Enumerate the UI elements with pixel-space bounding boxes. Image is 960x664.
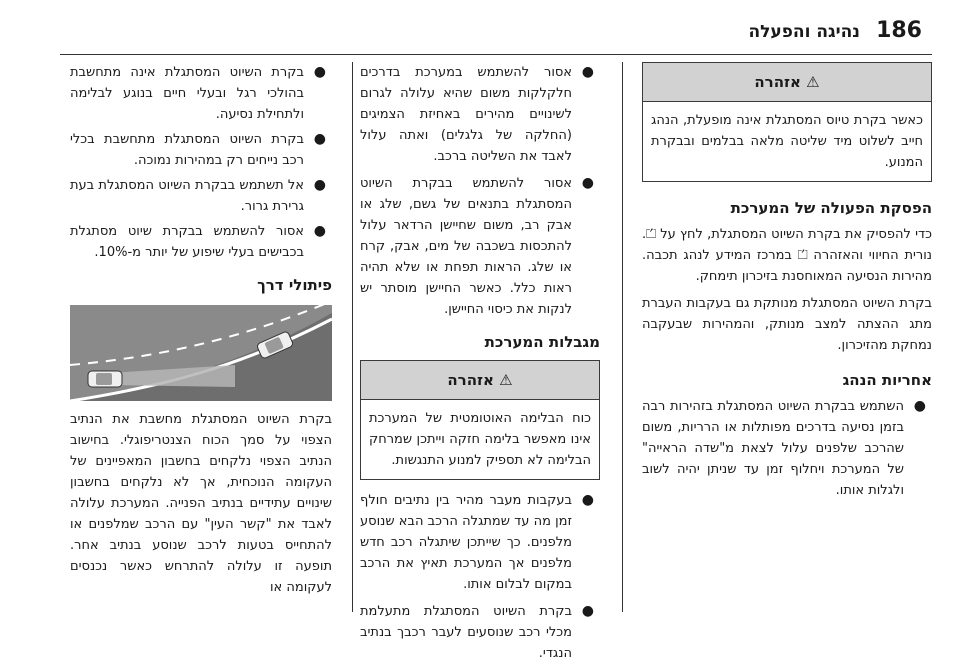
page-number: 186 (876, 18, 922, 43)
list-item: ● בעקבות מעבר מהיר בין נתיבים חולף זמן מה עד שמתגלה הרכב הבא שנוסע מלפנים. כך שייתכן שיתגלה רכב חדש מלפנים אך המערכת תאיץ את הרכב במקום לבלום אותו. (360, 492, 594, 592)
column-right (642, 62, 932, 501)
section-heading: הפסקת הפעולה של המערכת (730, 199, 932, 217)
column-divider-right (622, 62, 623, 612)
list-item: ● אסור להשתמש בבקרת שיוט מסתגלת בכבישים בעלי שיפוע של יותר מ-10%. (70, 223, 326, 260)
warning-box (360, 360, 600, 480)
paragraph: בקרת השיוט המסתגלת מנותקת גם בעקבות העברת מתג ההצתה למצב מנותק, והמהירות שבעקבה נמחקת מהזיכרון. (642, 296, 932, 353)
list-item: ● אסור להשתמש בבקרת השיוט המסתגלת בתנאים של גשם, שלג או אבק רב, משום שחיישן הרדאר עלול להתכסות בשכבה של מים, אבק, קרח או שלג. הראות תפחת או שלא תהיה ראות כלל. כאשר החיישן מוסתר יש לנקות את כיסוי החיישן. (360, 175, 594, 317)
warning-triangle-icon: ⚠ (499, 371, 513, 389)
warning-title: אזהרה (447, 371, 494, 389)
paragraph: כדי להפסיק את בקרת השיוט המסתגלת, לחץ על ⏍. נורית החיווי והאזהרה ⏍ במרכז המידע לנהג תכבה. מהירות הנסיעה המאוחסנת בזיכרון תימחק. (642, 227, 932, 284)
bullet-list (360, 490, 600, 664)
bullet-list (360, 62, 600, 320)
bullet-list (642, 396, 932, 501)
section-heading: מגבלות המערכת (484, 333, 600, 351)
column-divider-left (352, 62, 353, 612)
list-item: ● בקרת השיוט המסתגלת מתחשבת בכלי רכב נייחים רק במהירות נמוכה. (70, 131, 326, 168)
warning-triangle-icon: ⚠ (806, 73, 820, 91)
list-item: ● השתמש בבקרת השיוט המסתגלת בזהירות רבה בזמן נסיעה בדרכים מפותלות או הרריות, משום שהרכב שלפנים עלול לצאת מ"שדה הראייה" של המערכת ויחלוף זמן עד שניתן יהיה לשוב ולגלות אותו. (642, 398, 926, 498)
bullet-icon: ● (313, 64, 326, 80)
column-middle (360, 62, 600, 664)
warning-body: כאשר בקרת טיוס המסתגלת אינה מופעלת, הנהג חייב לשלוט מיד שליטה מלאה בבלמים ובבקרת המנוע. (651, 113, 923, 170)
page-header (0, 0, 960, 56)
warning-box (642, 62, 932, 182)
bullet-icon: ● (581, 175, 594, 191)
warning-title: אזהרה (754, 73, 801, 91)
bullet-icon: ● (313, 223, 326, 239)
list-item: ● בקרת השיוט המסתגלת מתעלמת מכלי רכב שנוסעים לעבר רכבך בנתיב הנגדי. (360, 603, 594, 661)
curved-road-illustration (70, 305, 332, 401)
chapter-title: נהיגה והפעלה (748, 22, 860, 42)
bullet-icon: ● (313, 177, 326, 193)
section-heading: פיתולי דרך (257, 276, 332, 294)
list-item: ● אסור להשתמש במערכת בדרכים חלקלקות משום שהיא עלולה לגרום לשינויים מהירים באחיזת הצמיגים (החלקה של גלגלים) ואתה עלול לאבד את השליטה ברכב. (360, 64, 594, 164)
list-item: ● אל תשתמש בבקרת השיוט המסתגלת בעת גרירת גרור. (70, 177, 326, 214)
paragraph: בקרת השיוט המסתגלת מחשבת את הנתיב הצפוי על סמך הכוח הצנטריפוגלי. בחישוב הנתיב הצפוי נלקחים בחשבון המאפיינים של העקומה הנוכחית, אך לא נלקחים בחשבון שינויים עתידיים בנתיב הפנייה. המערכת עלולה לאבד את "קשר העין" עם הרכב שמלפנים או להתחייס בטעות לרכב שנוסע בנתיב אחר. תופעה זו עלולה להתרחש כאשר נכנסים לעקומה או (70, 412, 332, 595)
own-car-icon (88, 371, 122, 387)
column-left (70, 62, 332, 598)
bullet-icon: ● (581, 603, 594, 619)
bullet-icon: ● (581, 64, 594, 80)
section-heading: אחריות הנהג (842, 371, 932, 389)
header-rule (60, 54, 932, 55)
bullet-icon: ● (313, 131, 326, 147)
list-item: ● בקרת השיוט המסתגלת אינה מתחשבת בהולכי רגל ובעלי חיים בנוגע לבלימה ולתחילת נסיעה. (70, 64, 326, 122)
bullet-list (70, 62, 332, 263)
bullet-icon: ● (581, 492, 594, 508)
warning-body: כוח הבלימה האוטומטית של המערכת אינו מאפשר בלימה חזקה וייתכן שמרחק הבלימה לא תספיק למנוע התנגשות. (369, 411, 591, 468)
bullet-icon: ● (913, 398, 926, 414)
